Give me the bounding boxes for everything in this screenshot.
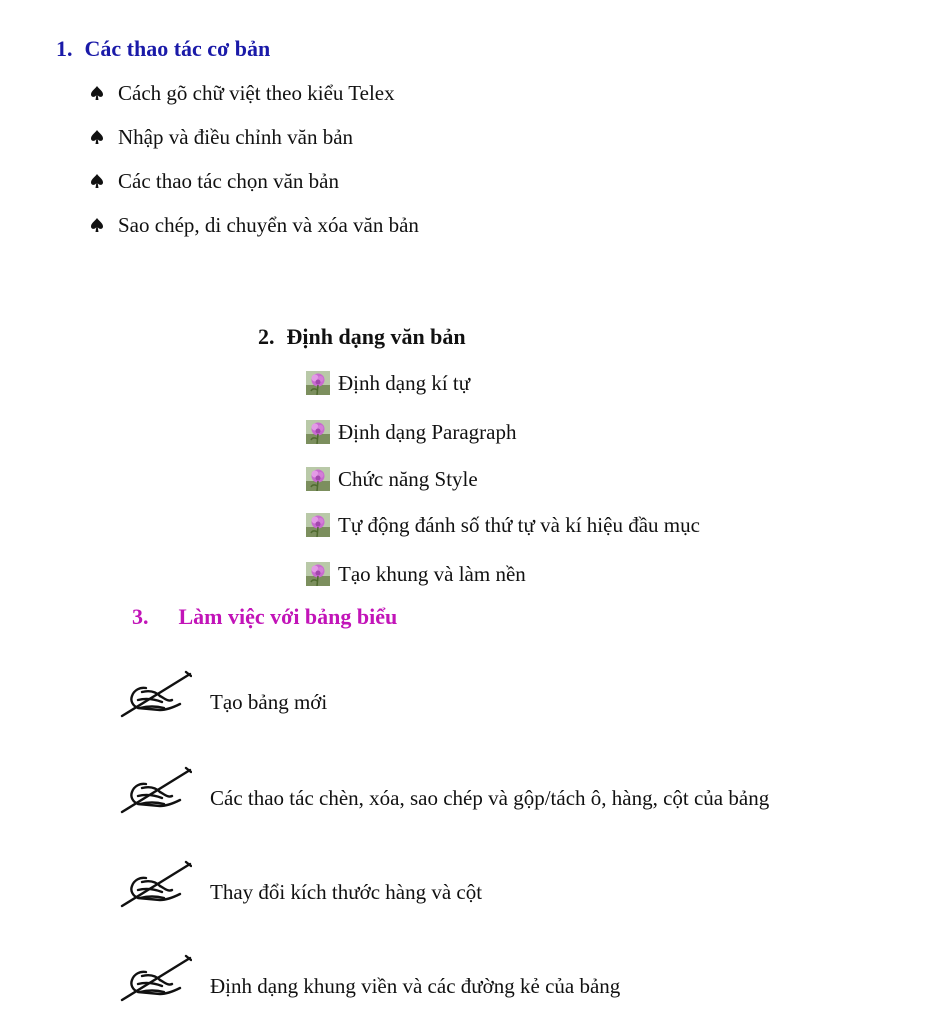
list-item bbox=[90, 168, 339, 194]
list-item-text: Các thao tác chọn văn bản bbox=[118, 169, 339, 193]
spade-icon bbox=[90, 85, 104, 101]
list-item-text: Định dạng khung viền và các đường kẻ của bảng bbox=[210, 974, 621, 998]
section-1-heading bbox=[56, 36, 270, 62]
list-item bbox=[120, 670, 327, 722]
section-3-title: Làm việc với bảng biểu bbox=[178, 604, 398, 629]
list-item-text: Nhập và điều chỉnh văn bản bbox=[118, 125, 354, 149]
writing-hand-icon bbox=[120, 954, 192, 1006]
flower-icon bbox=[306, 420, 330, 444]
section-3-heading bbox=[132, 604, 397, 630]
list-item-text: Các thao tác chèn, xóa, sao chép và gộp/tách ô, hàng, cột của bảng bbox=[210, 786, 770, 810]
writing-hand-icon bbox=[120, 860, 192, 912]
list-item-text: Tạo bảng mới bbox=[210, 690, 328, 714]
spade-icon bbox=[90, 217, 104, 233]
spade-icon bbox=[90, 129, 104, 145]
list-item bbox=[90, 212, 419, 238]
list-item bbox=[90, 80, 395, 106]
flower-icon bbox=[306, 562, 330, 586]
list-item-text: Tạo khung và làm nền bbox=[338, 562, 526, 586]
list-item-text: Định dạng kí tự bbox=[338, 371, 471, 395]
section-1-number: 1. bbox=[56, 36, 73, 61]
list-item-text: Chức năng Style bbox=[338, 467, 478, 491]
list-item-text: Cách gõ chữ việt theo kiểu Telex bbox=[118, 81, 395, 105]
list-item bbox=[306, 561, 526, 587]
section-3-number: 3. bbox=[132, 604, 149, 629]
writing-hand-icon bbox=[120, 670, 192, 722]
list-item bbox=[120, 766, 769, 818]
list-item bbox=[306, 466, 478, 492]
flower-icon bbox=[306, 513, 330, 537]
list-item-text: Sao chép, di chuyển và xóa văn bản bbox=[118, 213, 419, 237]
list-item bbox=[306, 419, 516, 445]
list-item-text: Thay đổi kích thước hàng và cột bbox=[210, 880, 483, 904]
list-item bbox=[120, 954, 620, 1006]
section-1-title: Các thao tác cơ bản bbox=[84, 36, 271, 61]
section-2-title: Định dạng văn bản bbox=[286, 324, 466, 349]
list-item bbox=[306, 512, 700, 538]
list-item bbox=[90, 124, 353, 150]
writing-hand-icon bbox=[120, 766, 192, 818]
list-item bbox=[120, 860, 482, 912]
list-item-text: Tự động đánh số thứ tự và kí hiệu đầu mục bbox=[338, 513, 700, 537]
section-2-number: 2. bbox=[258, 324, 275, 349]
list-item-text: Định dạng Paragraph bbox=[338, 420, 517, 444]
flower-icon bbox=[306, 371, 330, 395]
spade-icon bbox=[90, 173, 104, 189]
section-2-heading bbox=[258, 324, 466, 350]
list-item bbox=[306, 370, 470, 396]
flower-icon bbox=[306, 467, 330, 491]
